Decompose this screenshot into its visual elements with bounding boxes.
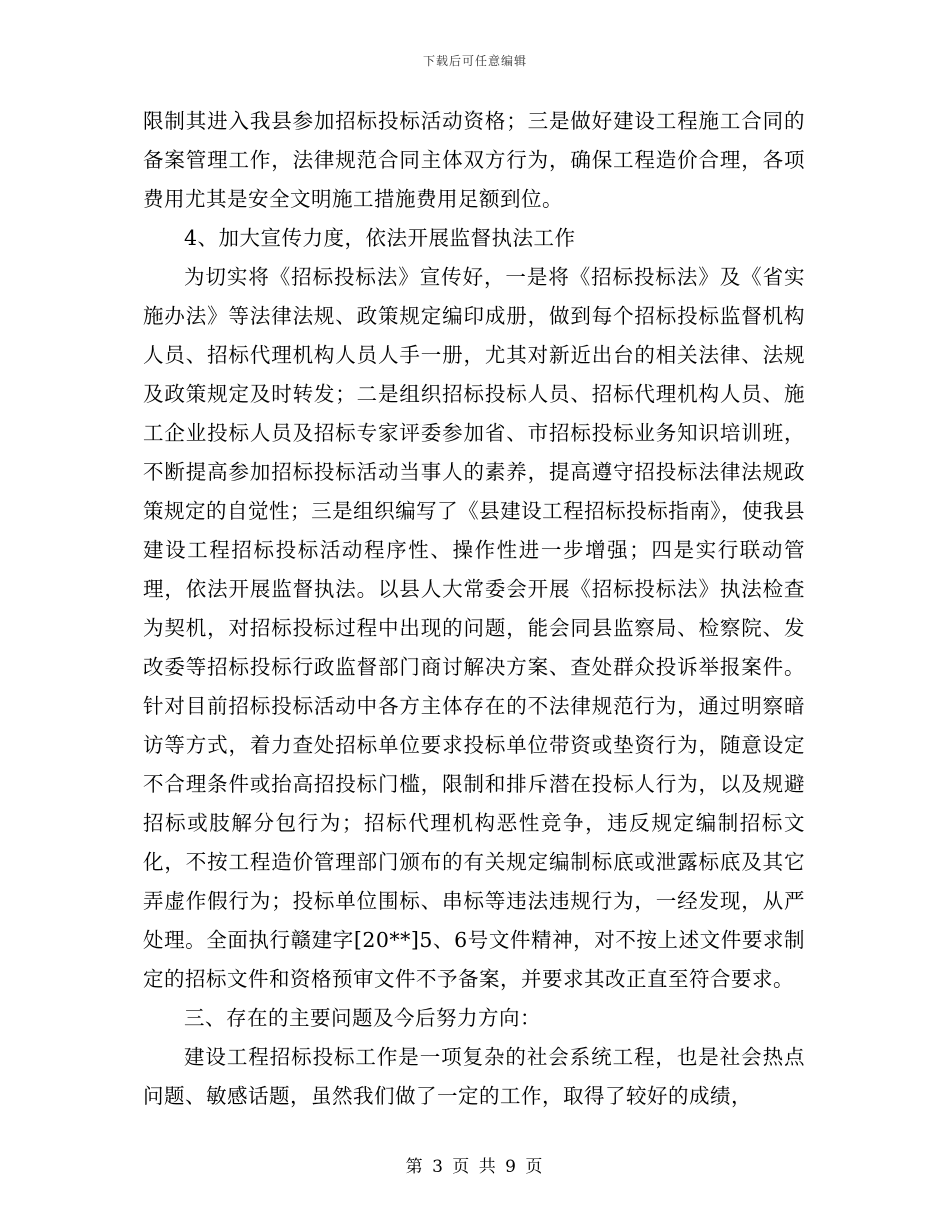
paragraph: 建设工程招标投标工作是一项复杂的社会系统工程，也是社会热点问题、敏感话题，虽然我们做了一定的工作，取得了较好的成绩， (143, 1045, 805, 1108)
paragraph: 为切实将《招标投标法》宣传好，一是将《招标投标法》及《省实施办法》等法律法规、政策规定编印成册，做到每个招标投标监督机构人员、招标代理机构人员人手一册，尤其对新近出台的相关法律、法规及政策规定及时转发；二是组织招标投标人员、招标代理机构人员、施工企业投标人员及招标专家评委参加省、市招标投标业务知识培训班，不断提高参加招标投标活动当事人的素养，提高遵守招投标法律法规政策规定的自觉性；三是组织编写了《县建设工程招标投标指南》，使我县建设工程招标投标活动程序性、操作性进一步增强；四是实行联动管理，依法开展监督执法。以县人大常委会开展《招标投标法》执法检查为契机，对招标投标过程中出现的问题，能会同县监察局、检察院、发改委等招标投标行政监督部门商讨解决方案、查处群众投诉举报案件。针对目前招标投标活动中各方主体存在的不法律规范行为，通过明察暗访等方式，着力查处招标单位要求投标单位带资或垫资行为，随意设定不合理条件或抬高招投标门槛，限制和排斥潜在投标人行为，以及规避招标或肢解分包行为；招标代理机构恶性竞争，违反规定编制招标文化，不按工程造价管理部门颁布的有关规定编制标底或泄露标底及其它弄虚作假行为；投标单位围标、串标等违法违规行为，一经发现，从严处理。全面执行赣建字[20**]5、6号文件精神，对不按上述文件要求制定的招标文件和资格预审文件不予备案，并要求其改正直至符合要求。 (143, 265, 805, 991)
page-number-footer: 第 3 页 共 9 页 (405, 1157, 545, 1177)
document-body (143, 102, 805, 1116)
section-heading: 三、存在的主要问题及今后努力方向： (184, 1006, 541, 1030)
section-heading: 4、加大宣传力度，依法开展监督执法工作 (184, 226, 576, 250)
paragraph: 限制其进入我县参加招标投标活动资格；三是做好建设工程施工合同的备案管理工作，法律规范合同主体双方行为，确保工程造价合理，各项费用尤其是安全文明施工措施费用足额到位。 (143, 109, 805, 211)
page-header: 下载后可任意编辑 (422, 54, 527, 68)
